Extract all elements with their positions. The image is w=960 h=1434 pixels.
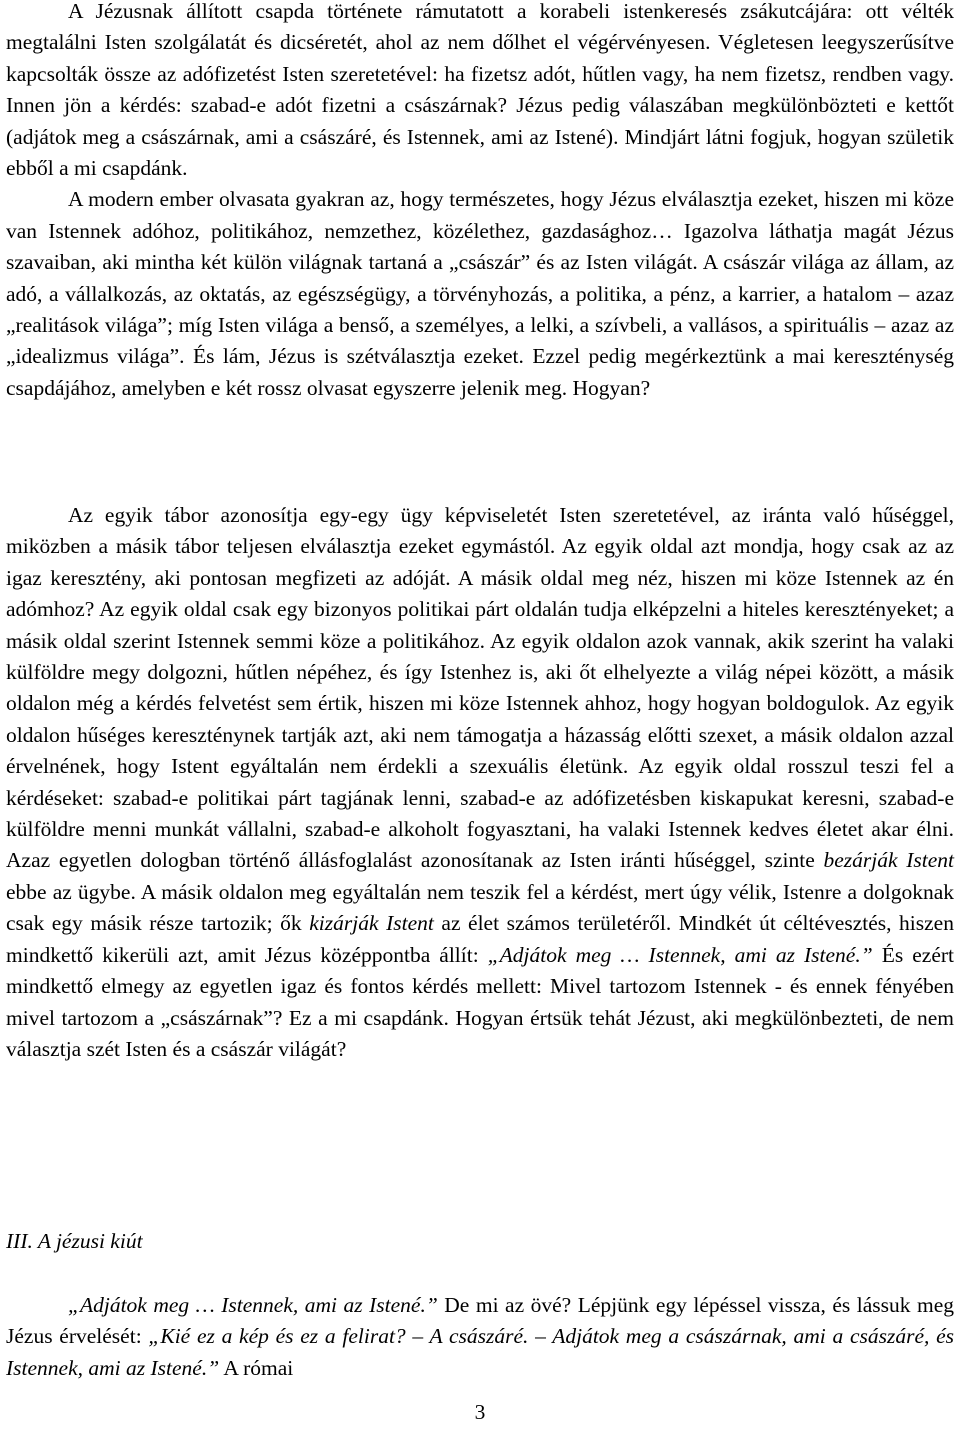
quote-text: „Adjátok meg … Istennek, ami az Istené.” xyxy=(487,942,873,967)
emphasis-text: bezárják Istent xyxy=(823,848,954,873)
text-run: A római xyxy=(219,1355,294,1380)
paragraph-modern-reading: A modern ember olvasata gyakran az, hogy természetes, hogy Jézus elválasztja ezeket, hiszen mi köze van Istennek adóhoz, politikához, nemzethez, közélethez, gazdasághoz… Igazolva láthatja magát Jézus szavaiban, aki mintha két külön világnak tartaná a „császár” és az Isten világát. A császár világa az állam, az adó, a vállalkozás, az oktatás, az egészségügy, a törvényhozás, a politika, a pénz, a karrier, a hatalom – azaz „realitások világa”; míg Isten világa a benső, a személyes, a lelki, a szívbeli, a vallásos, a spirituális – azaz az „idealizmus világa”. És lám, Jézus is szétválasztja ezeket. Ezzel pedig megérkeztünk a mai kereszténység csapdájához, amelyben e két rossz olvasat egyszerre jelenik meg. Hogyan? xyxy=(6,187,954,400)
text-block-3 xyxy=(6,1290,954,1384)
text-run: ebbe az ügybe. A másik oldalon meg egyáltalán nem teszik fel a kérdést, mert úgy vélik, Istenre a dolgoknak csak egy másik része tartozik; ők xyxy=(6,879,954,936)
quote-text: „Adjátok meg … Istennek, ami az Istené.” xyxy=(68,1293,438,1317)
emphasis-text: kizárják Istent xyxy=(309,911,434,936)
text-run: És ezért mindkettő elmegy az egyetlen igaz és fontos kérdés mellett: Mivel tartozom Istennek - és ennek fényében mivel tartozom a „császárnak”? Ez a mi csapdánk. Hogyan értsük tehát Jézust, aki megkülönbezteti, de nem választja szét Isten és a császár világát? xyxy=(6,942,954,1061)
text-block-1 xyxy=(6,0,954,404)
text-block-2 xyxy=(6,500,954,1065)
page-number: 3 xyxy=(474,1400,486,1424)
paragraph-two-camps xyxy=(6,500,954,1065)
quote-text: „Kié ez a kép és ez a felirat? – A császáré. – Adjátok meg a császárnak, ami a császáré, és Istennek, ami az Istené.” xyxy=(6,1324,955,1380)
text-run: Az egyik tábor azonosítja egy-egy ügy képviseletét Isten szeretetével, az iránta való hűséggel, miközben a másik tábor teljesen elválasztja ezeket egymástól. Az egyik oldal azt mondja, hogy csak az az igaz keresztény, aki pontosan megfizeti az adóját. A másik oldal meg néz, hiszen mi köze Istennek az én adómhoz? Az egyik oldal csak egy bizonyos politikai párt oldalán tudja elképzelni a hiteles keresztényeket; a másik oldal szerint Istennek semmi köze a politikához. Az egyik oldalon azok vannak, akik szerint ha valaki külföldre megy dolgozni, hűtlen népéhez, és így Istenhez is, aki őt elhelyezte a világ népei között, a másik oldalon még a kérdés felvetést sem értik, hiszen mi köze Istennek ahhoz, hogy hogyan boldogulok. Az egyik oldalon hűséges kereszténynek tartják azt, aki nem támogatja a házasság előtti szexet, a másik oldalon azzal érvelnének, hogy Istent egyáltalán nem érdekli a szexuális életünk. Az egyik oldal rosszul teszi fel a kérdéseket: szabad-e politikai párt tagjának lenni, szabad-e az adófizetésben kiskapukat keresni, szabad-e külföldre menni munkát vállalni, szabad-e alkoholt fogyasztani, ha valaki Istennek kedves életet akar élni. Azaz egyetlen dologban történő állásfoglalást azonosítanak az Isten iránti hűséggel, szinte xyxy=(6,503,954,873)
text-run: az élet számos területéről. Mindkét út céltévesztés, hiszen mindkettő kikerüli azt, amit Jézus középpontba állít: xyxy=(6,911,954,967)
section-heading: III. A jézusi kiút xyxy=(6,1229,143,1253)
paragraph-trap-story: A Jézusnak állított csapda története rámutatott a korabeli istenkeresés zsákutcájára: ott vélték megtalálni Isten szolgálatát és dicséretét, ahol az nem dőlhet el végérvényesen. Végletesen leegyszerűsítve kapcsolták össze az adófizetést Isten szeretetével: ha fizetsz adót, hűtlen vagy, ha nem fizetsz, rendben vagy. Innen jön a kérdés: szabad-e adót fizetni a császárnak? Jézus pedig válaszában megkülönbözteti e kettőt (adjátok meg a császárnak, ami a császáré, és Istennek, ami az Istené). Mindjárt látni fogjuk, hogyan születik ebből a mi csapdánk. xyxy=(6,0,954,181)
paragraph-jesus-argument xyxy=(6,1290,954,1384)
text-run: De mi az övé? Lépjünk egy lépéssel vissza, és lássuk meg Jézus érvelését: xyxy=(6,1293,955,1349)
